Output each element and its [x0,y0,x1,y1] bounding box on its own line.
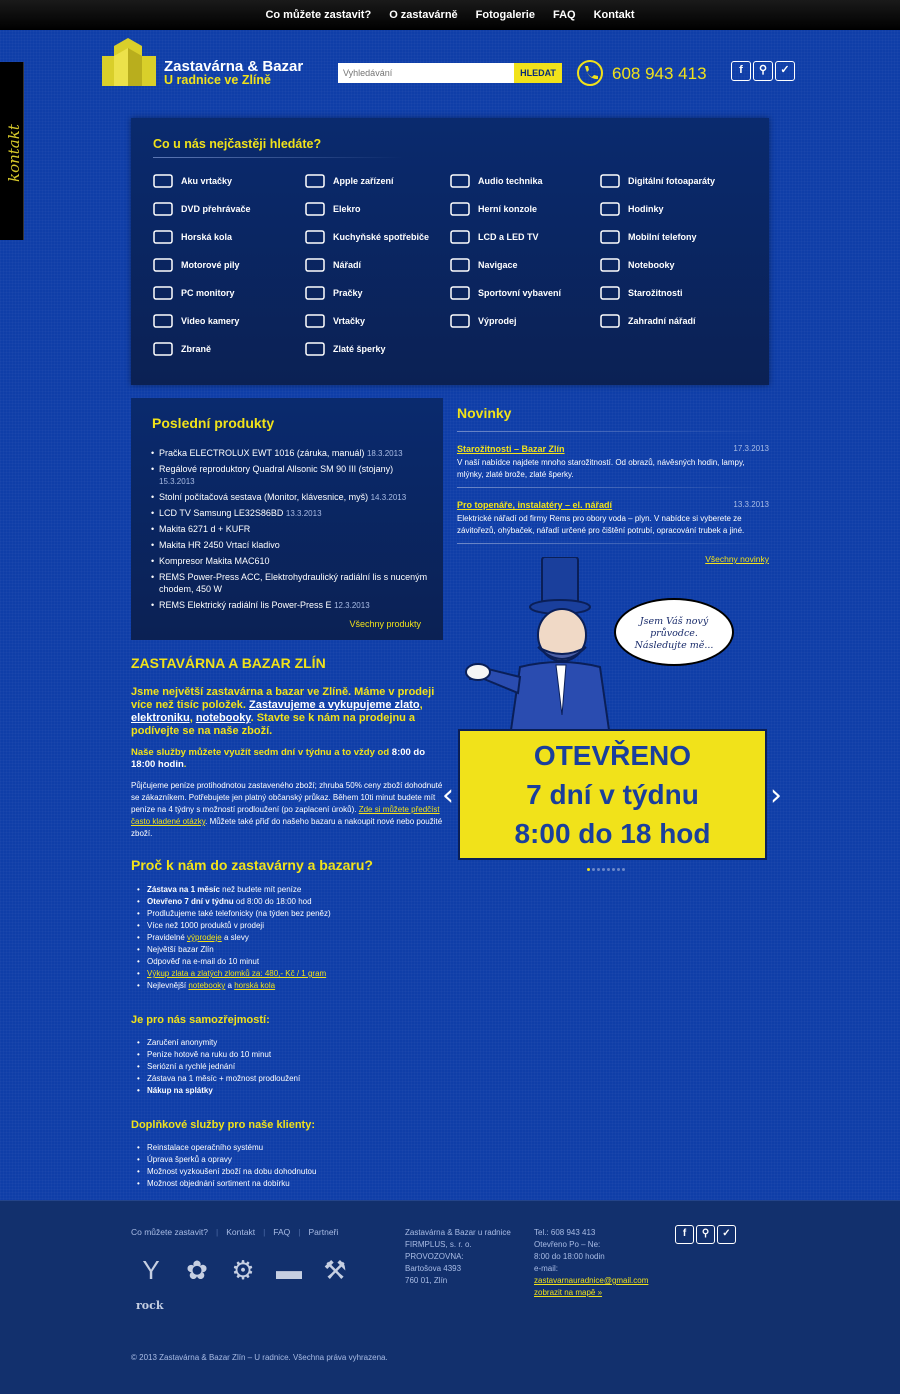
list-item: • Možnost objednání sortiment na dobírku [137,1178,445,1190]
category-label: Zahradní nářadí [628,316,696,326]
console-icon [449,200,471,218]
check-icon[interactable]: ✓ [717,1225,736,1244]
contact-info [534,1227,648,1299]
tv-icon [449,228,471,246]
latest-products-title: Poslední produkty [152,415,275,431]
videocamera-icon [152,312,174,330]
item-text: a slevy [221,933,249,942]
garden-tool-icon [599,312,621,330]
category-label: Starožitnosti [628,288,683,298]
divider [153,157,403,158]
electronics-link[interactable]: elektroniku [131,712,190,724]
banner-line: OTEVŘENO [533,740,692,771]
list-item: • Zaručení anonymity [137,1037,445,1049]
category-label: Apple zařízení [333,176,394,186]
list-item: • Seriózní a rychlé jednání [137,1061,445,1073]
product-item[interactable] [151,463,431,488]
page-title: ZASTAVÁRNA A BAZAR ZLÍN [131,655,326,671]
slider-dot[interactable] [602,868,605,871]
categories-panel [131,118,769,385]
category-item[interactable] [304,312,365,330]
loan-text: . Můžete také přiď do našeho bazaru a nakoupit nové nebo použité zboží. [131,817,443,838]
chainsaw-icon [152,256,174,274]
category-label: Vrtačky [333,316,366,326]
list-item [137,980,445,992]
nav-kontakt[interactable]: Kontakt [593,9,635,21]
antique-icon [599,284,621,302]
weapon-icon [152,340,174,358]
company-line: Zastavárna & Bazar u radnice [405,1228,511,1237]
kontakt-side-tab[interactable] [0,62,24,240]
lead-text: Jsme největší zastavárna a bazar ve Zlíně. Máme v prodeji více než tisíc položek. [131,686,435,711]
item-text: Otevřeno 7 dní v týdnu [147,897,234,906]
bubble-line: Jsem Váš nový [639,616,709,627]
nav-faq[interactable]: FAQ [552,9,576,21]
contact-line: 8:00 do 18:00 hodin [534,1252,605,1261]
opening-text: Naše služby můžete využít sedm dní v týdnu a to vždy od [131,747,392,758]
news-item [457,500,769,544]
slider-dot[interactable] [617,868,620,871]
category-label: Zbraně [181,344,212,354]
category-label: DVD přehrávače [181,204,251,214]
category-item[interactable] [304,284,363,302]
notebook-icon [599,256,621,274]
category-label: Mobilní telefony [628,232,697,242]
slider-prev-arrow-icon[interactable]: ‹ [442,778,454,813]
electro-icon [304,200,326,218]
building-logo-icon[interactable] [100,38,158,86]
category-item[interactable] [304,340,386,358]
slider-dot[interactable] [597,868,600,871]
category-label: Digitální fotoaparáty [628,176,716,186]
footer-link[interactable]: Partneři [308,1227,339,1237]
navigation-icon [449,256,471,274]
item-link[interactable]: výprodeje [187,933,222,942]
slider-dot[interactable] [587,868,590,871]
product-item[interactable] [151,523,431,536]
audio-icon [449,172,471,190]
slider-dot[interactable] [607,868,610,871]
category-item[interactable] [449,312,517,330]
category-item[interactable] [152,312,239,330]
list-item [137,944,445,956]
item-text: než budete mít peníze [219,885,302,894]
why-list [131,884,445,992]
camera-icon [599,172,621,190]
product-date: 18.3.2013 [366,449,403,458]
footer-link[interactable]: FAQ [273,1227,291,1237]
category-item[interactable] [599,228,697,246]
product-item[interactable] [151,539,431,552]
company-line: Bartošova 4393 [405,1264,462,1273]
category-label: Hodinky [628,204,664,214]
list-item [137,908,445,920]
notebooks-link[interactable]: notebooky [195,712,251,724]
footer-nav: Co můžete zastavit? | Kontakt | FAQ | Partneři [131,1227,339,1237]
banner-line: 7 dní v týdnu [526,779,699,810]
item-text: a [225,981,235,990]
monitor-icon [152,284,174,302]
partner-hammer-icon[interactable]: ⚒ [323,1255,347,1285]
news-text: V naší nabídce najdete mnoho starožitností. Od obrazů, návěsných hodin, lampy, mlýnky, zlaté brože, zlaté šperky. [457,458,745,479]
footer [0,1200,900,1394]
washer-icon [304,284,326,302]
top-navigation [0,0,900,30]
category-item[interactable] [449,228,539,246]
loan-paragraph [131,780,445,840]
item-text: Zástava na 1 měsíc [147,885,220,894]
phone-number: 608 943 413 [612,64,707,83]
opening-hours-banner [458,729,767,860]
contact-line: Tel.: 608 943 413 [534,1228,596,1237]
category-label: Sportovní vybavení [478,288,562,298]
facebook-icon[interactable]: f [675,1225,694,1244]
category-label: Audio technika [478,176,543,186]
opening-hours-text: 8:00 do 18:00 hodin [131,747,426,770]
sport-icon [449,284,471,302]
category-item[interactable] [449,172,543,190]
ring-icon [304,340,326,358]
nav-o-zastavarne[interactable]: O zastavárně [389,9,458,21]
category-item[interactable] [152,284,235,302]
opening-text: . [183,759,187,770]
banner-line: 8:00 do 18 hod [514,818,711,849]
slider-dot[interactable] [592,868,595,871]
gold-link[interactable]: Zastavujeme a vykupujeme zlato [249,699,420,711]
category-item[interactable] [152,228,232,246]
phone-icon [577,60,603,86]
product-item[interactable] [151,571,431,596]
item-link[interactable]: Výkup zlata a zlatých zlomků za: 480,- Kč / 1 gram [147,969,327,978]
speech-bubble [614,598,734,666]
nav-co-muzete-zastavit[interactable]: Co můžete zastavit? [265,9,372,21]
drill-icon [304,312,326,330]
product-name: REMS Power-Press ACC, Elektrohydraulický radiální lis s nuceným chodem, 450 W [159,572,428,594]
category-label: Notebooky [628,260,675,270]
category-item[interactable] [599,312,696,330]
product-name: Regálové reproduktory Quadral Allsonic SM 90 III (stojany) [159,464,394,474]
item-text: Pravidelné [147,933,188,942]
category-label: Aku vrtačky [181,176,233,186]
list-item: • Možnost vyzkoušení zboží na dobu dohodnutou [137,1166,445,1178]
list-item [137,920,445,932]
item-text: Největší bazar Zlín [147,945,214,954]
category-item[interactable] [304,200,361,218]
drill-icon [152,172,174,190]
list-item [137,956,445,968]
loan-text: Půjčujeme peníze protihodnotou zastaveného zboží; zhruba 50% ceny zboží dohodnuté se zákazníkem. Potřebujete jen platný občanský průkaz. Během 10ti minut budete mít peníze na 4 týdny s možností prodloužení (po zaplacení úroků). [131,781,443,814]
product-date: 15.3.2013 [159,477,195,486]
product-name: Makita 6271 d + KUFR [159,524,251,534]
extra-heading: Doplňkové služby pro naše klienty: [131,1119,315,1131]
self-heading: Je pro nás samozřejmostí: [131,1014,270,1026]
item-link[interactable]: notebooky [188,981,226,990]
item-link[interactable]: horská kola [234,981,276,990]
categories-title: Co u nás nejčastěji hledáte? [153,137,322,151]
category-label: LCD a LED TV [478,232,539,242]
facebook-icon[interactable]: f [731,61,751,81]
bubble-line: Následujte mě... [634,640,714,651]
divider [457,487,769,488]
item-text: Odpověď na e-mail do 10 minut [147,957,260,966]
dvd-icon [152,200,174,218]
category-label: Video kamery [181,316,240,326]
category-item[interactable] [152,256,240,274]
company-line: PROVOZOVNA: [405,1252,464,1261]
slider-pagination [587,868,625,871]
apple-icon [304,172,326,190]
category-item[interactable] [304,172,394,190]
partner-bar-icon[interactable]: ▬ [276,1255,302,1285]
kontakt-tab-label: kontakt [5,124,23,182]
lead-text: . Stavte se k nám na prodejnu a podívejte se na naše zboží. [131,712,416,737]
all-news-link[interactable]: Všechny novinky [705,554,769,564]
item-text: od 8:00 do 18:00 hod [233,897,312,906]
check-icon[interactable]: ✓ [775,61,795,81]
product-name: Kompresor Makita MAC610 [159,556,270,566]
category-label: Kuchyňské spotřebiče [333,232,430,242]
divider [457,543,769,544]
product-item[interactable] [151,555,431,568]
slider-next-arrow-icon[interactable]: › [770,778,782,813]
category-label: Navigace [478,260,518,270]
partner-flower-icon[interactable]: ✿ [186,1255,208,1285]
sale-icon [449,312,471,330]
news-text: Elektrické nářadí od firmy Rems pro obory voda – plyn. V nabídce si vyberete ze závitořezů, ohýbaček, nářadí určené pro čištění potrubí, opracování trubek a jiné. [457,514,745,535]
list-item: • Zástava na 1 měsíc + možnost prodloužení [137,1073,445,1085]
bubble-line: průvodce. [650,628,698,639]
email-link[interactable]: zastavarnauradnice@gmail.com [534,1276,649,1285]
product-item[interactable] [151,447,431,460]
list-item [137,884,445,896]
phone-icon [599,228,621,246]
product-name: Makita HR 2450 Vrtací kladivo [159,540,280,550]
lead-text: , [419,699,423,711]
nav-fotogalerie[interactable]: Fotogalerie [475,9,535,21]
tool-icon [304,256,326,274]
lead-paragraph [131,686,445,738]
search-button[interactable]: HLEDAT [514,63,562,83]
extra-list [131,1142,445,1190]
category-label: Zlaté šperky [333,344,386,354]
search-input[interactable] [338,63,514,83]
category-item[interactable] [599,200,664,218]
map-link[interactable]: zobrazit na mapě » [534,1288,603,1297]
category-label: Herní konzole [478,204,538,214]
slider-dot[interactable] [612,868,615,871]
company-line: FIRMPLUS, s. r. o. [405,1240,472,1249]
category-label: PC monitory [181,288,235,298]
product-name: LCD TV Samsung LE32S86BD [159,508,284,518]
product-item[interactable] [151,507,431,520]
news-title-link[interactable]: Pro topenáře, instalatéry – el. nářadí [457,500,613,510]
product-name: Pračka ELECTROLUX EWT 1016 (záruka, manuál) [159,448,365,458]
map-pin-icon[interactable]: ⚲ [753,61,773,81]
category-item[interactable] [152,172,232,190]
product-date: 14.3.2013 [370,493,407,502]
news-title-link[interactable]: Starožitnosti – Bazar Zlín [457,444,565,454]
opening-paragraph [131,747,445,771]
logo-title[interactable]: Zastavárna & Bazar [164,58,304,75]
lead-text: , [189,712,196,724]
category-item[interactable] [449,256,518,274]
product-date: 12.3.2013 [334,601,370,610]
list-item: • Reinstalace operačního systému [137,1142,445,1154]
social-links [731,61,795,81]
product-name: REMS Elektrický radiální lis Power-Press E [159,600,332,610]
item-text: Prodlužujeme také telefonicky (na týden bez peněz) [147,909,331,918]
self-list [131,1037,445,1097]
partner-icons [134,1253,352,1287]
latest-products-panel [131,398,443,640]
main-content [131,655,445,1190]
product-item[interactable] [151,491,431,504]
category-item[interactable] [152,340,211,358]
category-item[interactable] [449,284,561,302]
category-item[interactable] [599,256,675,274]
category-item[interactable] [152,200,251,218]
company-line: 760 01, Zlín [405,1276,448,1285]
list-item: • Nákup na splátky [137,1085,445,1097]
divider [457,431,769,432]
category-item[interactable] [449,200,537,218]
category-item[interactable] [599,172,715,190]
category-label: Nářadí [333,260,362,270]
header [100,36,800,116]
footer-social [675,1225,736,1244]
category-label: Výprodej [478,316,517,326]
category-label: Horská kola [181,232,233,242]
news-section [457,405,769,564]
list-item [137,932,445,944]
faq-link[interactable]: Zde si můžete předčíst často kladené otázky [131,805,440,826]
company-info [405,1227,511,1287]
category-item[interactable] [304,256,361,274]
product-item[interactable] [151,599,431,612]
contact-line: e-mail: [534,1264,559,1273]
map-pin-icon[interactable]: ⚲ [696,1225,715,1244]
item-text: Nejlevnější [147,981,189,990]
product-list [151,447,431,615]
product-name: Stolní počítačová sestava (Monitor, klávesnice, myš) [159,492,369,502]
contact-line: Otevřeno Po – Ne: [534,1240,601,1249]
category-label: Elekro [333,204,361,214]
bike-icon [152,228,174,246]
kitchen-icon [304,228,326,246]
slider-dot[interactable] [622,868,625,871]
footer-link[interactable]: Co můžete zastavit? [131,1227,209,1237]
list-item: • Peníze hotově na ruku do 10 minut [137,1049,445,1061]
news-item [457,444,769,488]
partner-rock-icon[interactable]: rock [136,1299,164,1312]
list-item [137,896,445,908]
watch-icon [599,200,621,218]
list-item [137,968,445,980]
partner-y-icon[interactable]: Y [142,1255,160,1285]
news-date: 17.3.2013 [733,444,769,453]
product-date: 13.3.2013 [285,509,322,518]
category-label: Pračky [333,288,363,298]
partner-gear-icon[interactable]: ⚙ [231,1255,255,1285]
news-title: Novinky [457,405,512,421]
all-products-link[interactable]: Všechny produkty [349,619,421,629]
footer-link[interactable]: Kontakt [226,1227,256,1237]
item-text: Více než 1000 produktů v prodeji [147,921,264,930]
category-item[interactable] [599,284,683,302]
news-date: 13.3.2013 [733,500,769,509]
logo-subtitle[interactable]: U radnice ve Zlíně [164,73,271,87]
list-item: • Úprava šperků a opravy [137,1154,445,1166]
category-item[interactable] [304,228,429,246]
why-heading: Proč k nám do zastavárny a bazaru? [131,857,373,873]
category-label: Motorové pily [181,260,240,270]
copyright: © 2013 Zastavárna & Bazar Zlín – U radnice. Všechna práva vyhrazena. [131,1353,388,1362]
